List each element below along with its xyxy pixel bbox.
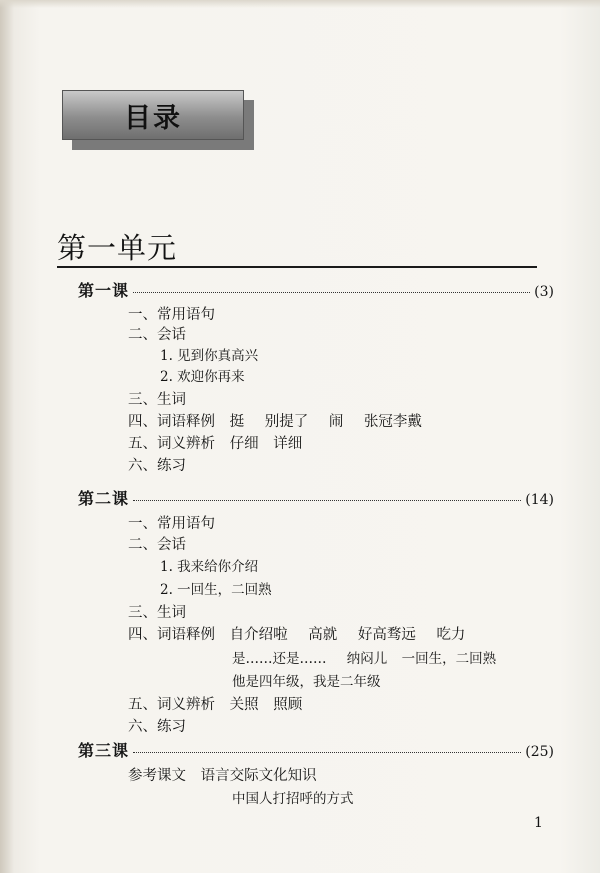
item-term: 好高骛远 [357,627,416,643]
item-term: 高就 [308,627,338,643]
item-term: 别提了 [264,414,309,430]
lesson-page-number: (14) [525,492,554,508]
toc-subitem [232,789,354,809]
item-term: 一回生，二回熟 [401,651,497,667]
lesson-entry[interactable] [78,738,554,762]
item-text: 四、词语释例 [128,414,215,430]
dot-leader [133,292,530,293]
unit-heading: 第一单元 [57,231,178,265]
unit-divider [57,266,537,268]
item-term: 纳闷儿 [346,651,388,667]
subitem-text: 2. 欢迎你再来 [160,369,245,385]
toc-subitem [160,580,272,600]
page-edge-shadow [0,0,14,873]
lesson-title: 第三课 [78,741,130,760]
item-term: 挺 [229,414,245,430]
item-term: 吃力 [436,627,466,643]
toc-item [128,325,186,345]
item-term: 自介绍啦 [229,627,288,643]
page-number: 1 [534,815,543,831]
toc-item [128,603,186,623]
dot-leader [133,752,521,753]
item-text: 三、生词 [128,392,186,408]
toc-item [128,390,186,410]
item-term: 仔细 [229,436,259,452]
toc-item [128,695,302,715]
item-text: 二、会话 [128,327,186,343]
item-text: 四、词语释例 [128,627,215,643]
subitem-text: 2. 一回生，二回熟 [160,582,272,598]
toc-item [128,514,215,534]
toc-item [128,434,302,454]
toc-title: 目录 [124,102,182,134]
toc-item [128,456,186,476]
lesson-page-number: (25) [525,744,554,760]
lesson-entry[interactable] [78,278,554,302]
lesson-entry[interactable] [78,486,554,510]
toc-subitem [160,367,245,387]
item-text: 三、生词 [128,605,186,621]
toc-item [128,766,317,786]
toc-item [128,535,186,555]
toc-item [128,305,215,325]
toc-subitem [160,557,258,577]
item-term: 中国人打招呼的方式 [232,791,354,807]
item-text: 二、会话 [128,537,186,553]
toc-item [128,412,422,432]
toc-item [128,717,186,737]
subitem-text: 1. 我来给你介绍 [160,559,259,575]
lesson-title: 第一课 [78,281,130,300]
toc-title-box [62,90,244,140]
item-term: 照顾 [273,697,303,713]
item-term: 他是四年级，我是二年级 [232,674,381,690]
lesson-title: 第二课 [78,489,130,508]
toc-subitem [232,649,496,669]
lesson-page-number: (3) [534,284,554,300]
item-text: 五、词义辨析 [128,697,215,713]
item-text: 六、练习 [128,719,186,735]
toc-subitem [160,346,258,366]
item-text: 参考课文 [128,768,186,784]
item-term: 详细 [273,436,303,452]
item-term: 张冠李戴 [363,414,422,430]
item-text: 一、常用语句 [128,307,215,323]
item-term: 是……还是…… [232,651,327,667]
item-term: 闹 [328,414,344,430]
toc-subitem [232,672,381,692]
item-text: 六、练习 [128,458,186,474]
item-term: 关照 [229,697,259,713]
page-top-shadow [0,0,600,8]
item-text: 一、常用语句 [128,516,215,532]
dot-leader [133,500,521,501]
item-text: 五、词义辨析 [128,436,215,452]
subitem-text: 1. 见到你真高兴 [160,348,259,364]
item-term: 语言交际文化知识 [200,768,317,784]
toc-item [128,625,465,645]
